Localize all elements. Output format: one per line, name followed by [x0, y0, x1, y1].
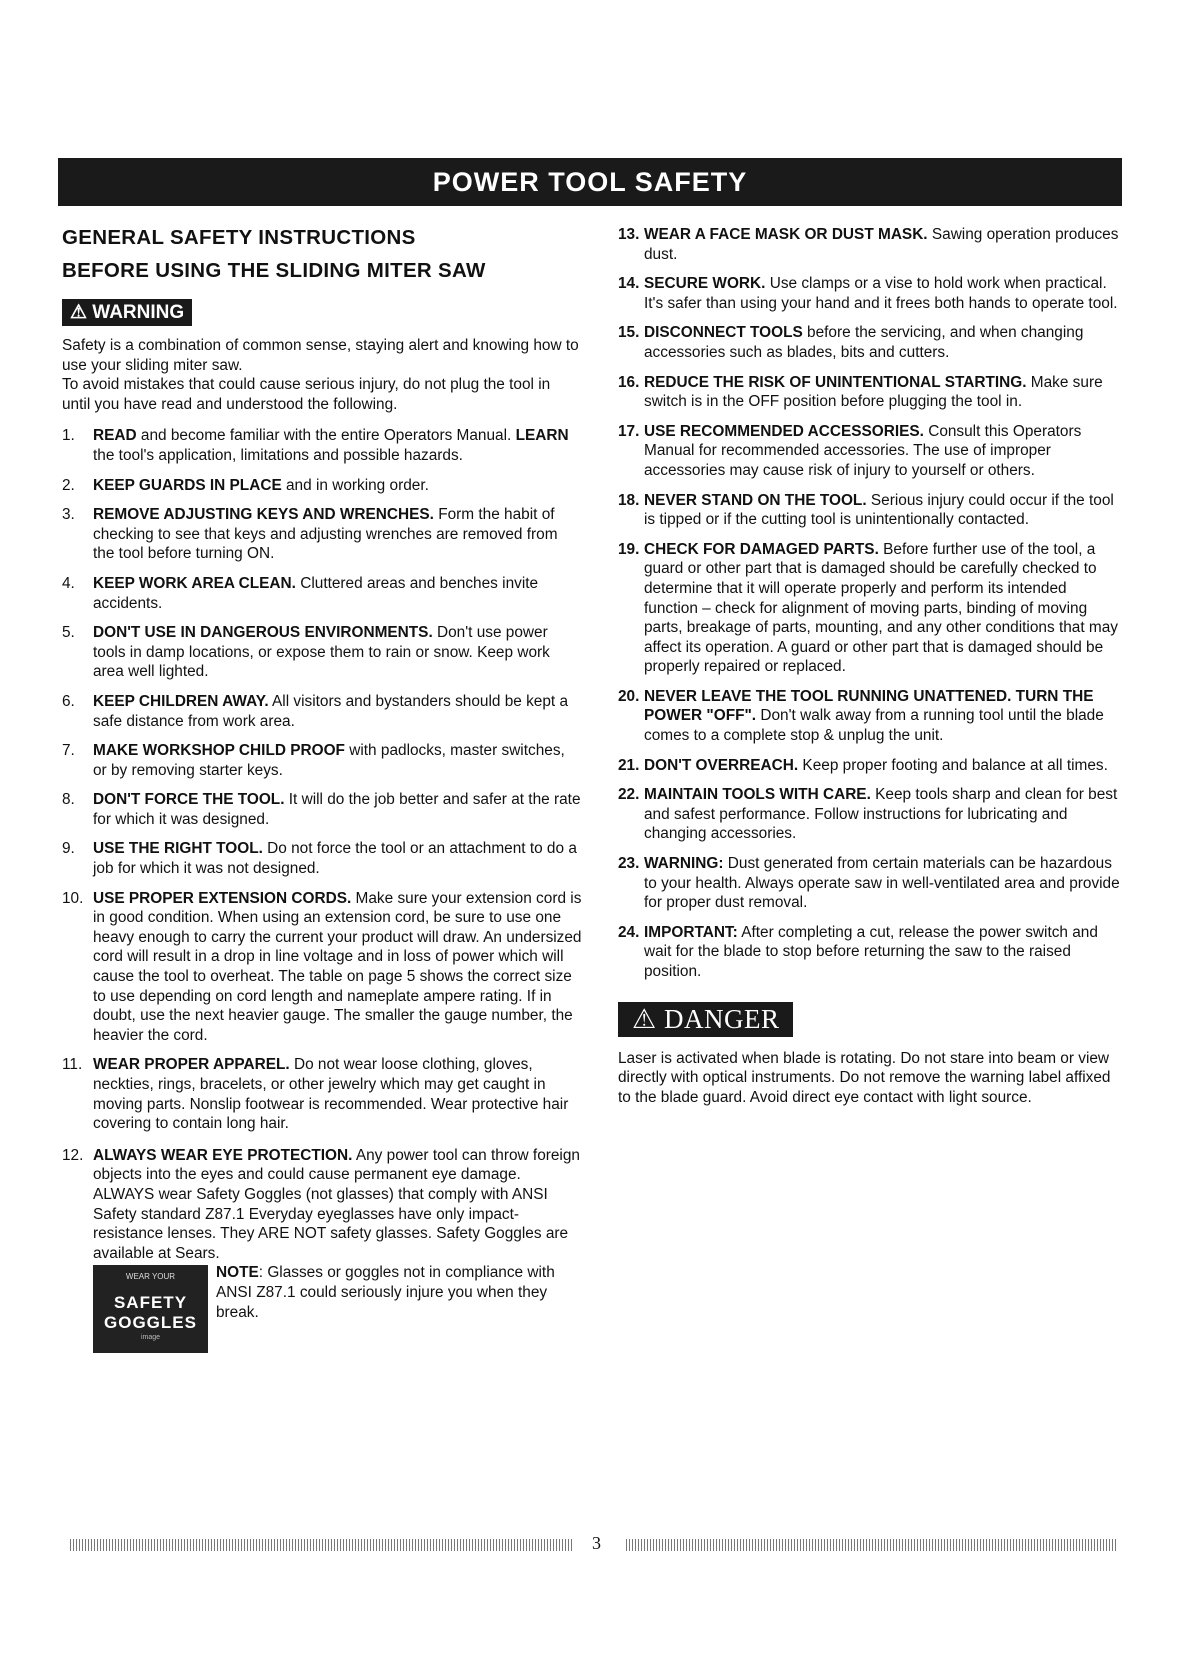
item-text: Cluttered areas and benches invite accidents. — [93, 574, 539, 612]
item-title: NEVER STAND ON THE TOOL. — [644, 491, 867, 509]
item-title: MAKE WORKSHOP CHILD PROOF — [93, 742, 345, 760]
item-number: 7. — [62, 742, 75, 760]
item-text: and become familiar with the entire Operators Manual. — [136, 427, 516, 445]
safety-item — [62, 623, 582, 682]
item-title: KEEP WORK AREA CLEAN. — [93, 574, 296, 592]
safety-item — [618, 540, 1123, 677]
note-label: NOTE — [216, 1264, 259, 1282]
item-number: 11. — [62, 1056, 83, 1074]
item-title: USE THE RIGHT TOOL. — [93, 840, 263, 858]
warning-badge: ⚠ WARNING — [62, 299, 192, 326]
item-text: Form the habit of checking to see that keys and adjusting wrenches are removed from the tool before turning ON. — [93, 506, 558, 563]
danger-text: Laser is activated when blade is rotating. Do not stare into beam or view directly with optical instruments. Do not remove the warning label affixed to the blade guard. Avoid direct eye contact with light source. — [618, 1049, 1111, 1106]
item-number: 12. — [62, 1146, 84, 1164]
safety-list-right — [618, 225, 1123, 982]
item-number: 6. — [62, 692, 75, 710]
item-text: Don't walk away from a running tool until the blade comes to a complete stop & unplug the unit. — [644, 707, 1104, 745]
safety-item — [62, 741, 582, 780]
item-number: 2. — [62, 476, 75, 494]
item-text: Make sure switch is in the OFF position before plugging the tool in. — [644, 373, 1103, 411]
item-title: WEAR A FACE MASK OR DUST MASK. — [644, 226, 928, 243]
item-text: Keep tools sharp and clean for best and safest performance. Follow instructions for lubricating and changing accessories. — [644, 786, 1118, 843]
item-number: 16. — [618, 373, 640, 391]
item-title: DON'T FORCE THE TOOL. — [93, 791, 285, 809]
item-number: 5. — [62, 624, 75, 642]
section-banner: POWER TOOL SAFETY — [58, 158, 1122, 206]
item-text: Use clamps or a vise to hold work when practical. It's safer than using your hand and it frees both hands to operate tool. — [644, 275, 1118, 312]
safety-item — [62, 1146, 582, 1341]
item-number: 4. — [62, 574, 75, 592]
footer-hatch-right — [626, 1539, 1116, 1551]
safety-item — [618, 373, 1123, 412]
item-number: 3. — [62, 506, 75, 524]
safety-list-left — [62, 426, 582, 1133]
safety-item — [62, 790, 582, 829]
item-text: Serious injury could occur if the tool is tipped or if the cutting tool is unintentionally contacted. — [644, 491, 1114, 529]
item-title: REMOVE ADJUSTING KEYS AND WRENCHES. — [93, 506, 434, 524]
safety-item — [62, 426, 582, 465]
item-text: It will do the job better and safer at the rate for which it was designed. — [93, 791, 581, 828]
item-text: Before further use of the tool, a guard or other part that is damaged should be carefully checked to determine that it will operate properly and perform its intended function – check for alignment of moving parts, binding of moving parts, breakage of parts, mounting, and any other conditions that may affect its operation. A guard or other part that is damaged should be properly repaired or replaced. — [644, 540, 1118, 676]
item-title: ALWAYS WEAR EYE PROTECTION. — [93, 1146, 353, 1164]
safety-item — [618, 225, 1123, 264]
item-number: 15. — [618, 324, 640, 342]
item-number: 13. — [618, 226, 640, 243]
item-title: KEEP GUARDS IN PLACE — [93, 476, 282, 494]
item-text: All visitors and bystanders should be kept a safe distance from work area. — [93, 692, 569, 730]
item-text: Do not force the tool or an attachment to do a job for which it was not designed. — [93, 840, 577, 878]
safety-item — [618, 687, 1123, 746]
item-number: 8. — [62, 791, 75, 809]
item-text: and in working order. — [281, 476, 429, 494]
safety-item — [618, 422, 1123, 481]
item-number: 14. — [618, 275, 640, 293]
safety-item — [618, 274, 1123, 313]
item-number: 17. — [618, 422, 640, 440]
item-text: Consult this Operators Manual for recommended accessories. The use of improper accessories may cause risk of injury to yourself or others. — [644, 422, 1082, 479]
safety-item — [618, 923, 1123, 982]
item-title: IMPORTANT: — [644, 923, 738, 941]
item-text: with padlocks, master switches, or by removing starter keys. — [93, 742, 565, 779]
footer-hatch-left — [70, 1539, 572, 1551]
item-title: CHECK FOR DAMAGED PARTS. — [644, 540, 879, 558]
item-title: DISCONNECT TOOLS — [644, 324, 803, 342]
safety-item — [618, 756, 1123, 776]
item-title: SECURE WORK. — [644, 275, 766, 293]
item-number: 23. — [618, 855, 640, 873]
item-title: USE RECOMMENDED ACCESSORIES. — [644, 422, 924, 440]
heading-line-1: GENERAL SAFETY INSTRUCTIONS — [62, 226, 416, 249]
item-text-2: the tool's application, limitations and possible hazards. — [93, 446, 463, 464]
item-title: NEVER LEAVE THE TOOL RUNNING UNATTENED. TURN THE POWER "OFF". — [644, 687, 1094, 725]
intro-paragraph-1: Safety is a combination of common sense, staying alert and knowing how to use your sliding miter saw. — [62, 337, 579, 374]
item-number: 19. — [618, 540, 640, 558]
item-text: After completing a cut, release the power switch and wait for the blade to stop before returning the saw to the raised position. — [644, 923, 1098, 980]
safety-item — [62, 889, 582, 1046]
item-text: before the servicing, and when changing accessories such as blades, bits and cutters. — [644, 324, 1084, 361]
goggles-image-bottom-text: image — [140, 1333, 161, 1341]
goggles-image-main-text: SAFETY GOGGLES — [104, 1293, 197, 1332]
safety-item — [62, 505, 582, 564]
safety-item — [62, 692, 582, 731]
item-number: 1. — [62, 427, 75, 445]
item-title: REDUCE THE RISK OF UNINTENTIONAL STARTING. — [644, 373, 1027, 391]
item-text: Sawing operation produces dust. — [644, 226, 1119, 263]
safety-goggles-image — [93, 1265, 208, 1353]
page-number: 3 — [592, 1533, 601, 1553]
item-title: DON'T USE IN DANGEROUS ENVIRONMENTS. — [93, 624, 433, 642]
safety-item — [62, 574, 582, 613]
item-title: USE PROPER EXTENSION CORDS. — [93, 889, 352, 907]
danger-badge: ⚠ DANGER — [618, 1002, 793, 1037]
item-number: 9. — [62, 840, 75, 858]
item-title-2: LEARN — [515, 427, 569, 445]
item-number: 21. — [618, 756, 640, 774]
item-title: WEAR PROPER APPAREL. — [93, 1056, 290, 1074]
item-text: Make sure your extension cord is in good condition. When using an extension cord, be sure to use one heavy enough to carry the current your product will draw. An undersized cord will result in a drop in line voltage and in loss of power which will cause the tool to overheat. The table on page 5 shows the correct size to use depending on cord length and nameplate ampere rating. If in doubt, use the next heavier gauge. The smaller the gauge number, the heavier the cord. — [93, 889, 582, 1044]
page-footer — [0, 1533, 1180, 1557]
item-title: DON'T OVERREACH. — [644, 756, 799, 774]
safety-item — [62, 476, 582, 496]
item-number: 20. — [618, 687, 640, 705]
right-column — [618, 225, 1123, 1107]
safety-item — [62, 839, 582, 878]
item-title: MAINTAIN TOOLS WITH CARE. — [644, 786, 871, 804]
item-number: 18. — [618, 491, 640, 509]
safety-item — [618, 323, 1123, 362]
item-number: 22. — [618, 786, 640, 804]
goggles-image-top-text: WEAR YOUR — [125, 1272, 176, 1282]
item-number: 24. — [618, 923, 640, 941]
intro-paragraph-2: To avoid mistakes that could cause serious injury, do not plug the tool in until you have read and understood the following. — [62, 376, 551, 413]
safety-item — [618, 491, 1123, 530]
left-column — [62, 225, 582, 1353]
item-text: Any power tool can throw foreign objects into the eyes and could cause permanent eye damage. ALWAYS wear Safety Goggles (not glasses) that comply with ANSI Safety standard Z87.1 Everyday eyeglasses have only impact-resistance lenses. They ARE NOT safety glasses. Safety Goggles are available at Sears. — [93, 1146, 580, 1262]
safety-item — [618, 785, 1123, 844]
note-text: : Glasses or goggles not in compliance with ANSI Z87.1 could seriously injure you when they break. — [216, 1264, 555, 1321]
item-text: Do not wear loose clothing, gloves, neckties, rings, bracelets, or other jewelry which may get caught in moving parts. Nonslip footwear is recommended. Wear protective hair covering to contain long hair. — [93, 1056, 569, 1133]
safety-item — [62, 1055, 582, 1133]
item-title: KEEP CHILDREN AWAY. — [93, 692, 269, 710]
item-title: WARNING: — [644, 855, 724, 873]
item-title: READ — [93, 427, 137, 445]
heading-line-2: BEFORE USING THE SLIDING MITER SAW — [62, 259, 486, 282]
item-text: Keep proper footing and balance at all times. — [798, 756, 1108, 774]
item-text: Don't use power tools in damp locations, or expose them to rain or snow. Keep work area well lighted. — [93, 624, 550, 681]
safety-item — [618, 854, 1123, 913]
item-number: 10. — [62, 889, 84, 907]
item-text: Dust generated from certain materials can be hazardous to your health. Always operate saw in well-ventilated area and provide for proper dust removal. — [644, 855, 1120, 912]
safety-list-item12 — [62, 1146, 582, 1341]
